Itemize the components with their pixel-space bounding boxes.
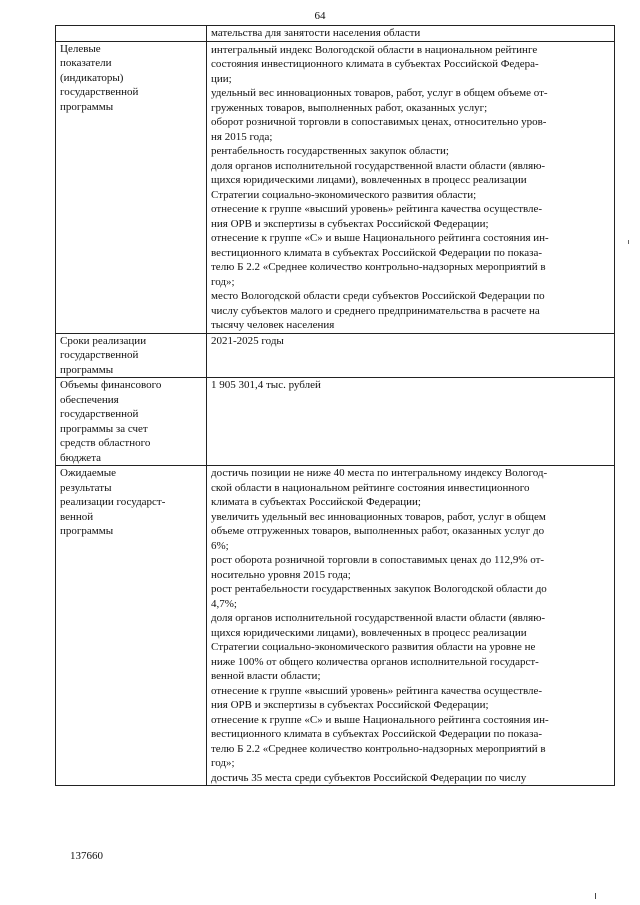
text-line: числу субъектов малого и среднего предпринимательства в расчете на — [211, 304, 540, 317]
value-cell — [207, 466, 615, 786]
label-line: результаты — [60, 481, 112, 494]
value-cell — [207, 41, 615, 333]
text-line: ции; — [211, 72, 232, 85]
label-line: государственной — [60, 86, 139, 98]
text-line: телю Б 2.2 «Среднее количество контрольно-надзорных мероприятий в — [211, 261, 546, 273]
text-line: отнесение к группе «С» и выше Национального рейтинга состояния ин- — [211, 713, 549, 726]
text-line: объеме отгруженных товаров, выполненных работ, оказанных услуг до — [211, 525, 545, 537]
text-line: щихся юридическими лицами), вовлеченных в процесс реализации — [211, 174, 527, 186]
text-line: год»; — [211, 275, 235, 288]
text-line: интегральный индекс Вологодской области в национальном рейтинге — [211, 43, 538, 56]
label-cell — [56, 333, 207, 378]
label-line: показатели — [60, 57, 112, 69]
text-line: телю Б 2.2 «Среднее количество контрольно-надзорных мероприятий в — [211, 742, 546, 755]
text-line: ния ОРВ и экспертизы в субъектах Российской Федерации; — [211, 699, 489, 711]
text-line: отнесение к группе «С» и выше Национального рейтинга состояния ин- — [211, 232, 549, 244]
label-cell-empty — [56, 26, 207, 42]
text-line: ниже 100% от общего количества органов исполнительной государст- — [211, 655, 539, 668]
label-line: программы — [60, 363, 114, 376]
text-line: тысячу человек населения — [211, 319, 335, 331]
label-line: Объемы финансового — [60, 379, 162, 391]
text-line: состояния инвестиционного климата в субъектах Российской Федера- — [211, 58, 539, 70]
label-line: государственной — [60, 349, 139, 361]
text-line: достичь 35 места среди субъектов Российской Федерации по числу — [211, 771, 527, 784]
label-line: венной — [60, 510, 94, 523]
label-cell — [56, 41, 207, 333]
value-cell — [207, 333, 615, 378]
label-line: программы за счет — [60, 422, 148, 435]
label-line: Сроки реализации — [60, 334, 147, 347]
text-line: рост рентабельности государственных закупок Вологодской области до — [211, 583, 547, 595]
text-line: вестиционного климата в субъектах Российской Федерации по показа- — [211, 728, 543, 740]
text-line: вестиционного климата в субъектах Российской Федерации по показа- — [211, 246, 543, 259]
label-line: бюджета — [60, 451, 102, 464]
text-line: 2021-2025 годы — [211, 334, 284, 347]
text-line: рентабельность государственных закупок области; — [211, 145, 449, 157]
text-line: ской области в национальном рейтинге состояния инвестиционного — [211, 481, 530, 494]
text-line: год»; — [211, 757, 235, 769]
value-cell — [207, 26, 615, 42]
text-line: место Вологодской области среди субъектов Российской Федерации по — [211, 290, 545, 302]
text-line: щихся юридическими лицами), вовлеченных в процесс реализации — [211, 626, 527, 639]
text-line: увеличить удельный вес инновационных товаров, работ, услуг в общем — [211, 510, 546, 523]
text-line: груженных товаров, выполненных работ, оказанных услуг; — [211, 101, 488, 114]
page-number: 64 — [314, 10, 326, 22]
text-line: удельный вес инновационных товаров, работ, услуг в общем объеме от- — [211, 87, 548, 99]
table-row-continuation — [56, 26, 615, 42]
label-line: программы — [60, 100, 114, 113]
text-line: ния ОРВ и экспертизы в субъектах Российской Федерации; — [211, 217, 489, 230]
text-line: 4,7%; — [211, 597, 237, 610]
scan-mark — [628, 240, 629, 244]
table-row-implementation-terms — [56, 333, 615, 378]
table-row-funding — [56, 378, 615, 466]
label-line: государственной — [60, 408, 139, 420]
table-row-expected-results — [56, 466, 615, 786]
text-line: 6%; — [211, 539, 229, 552]
text-line: 1 905 301,4 тыс. рублей — [211, 379, 321, 391]
text-line: мательства для занятости населения области — [211, 27, 421, 39]
text-line: отнесение к группе «высший уровень» рейтинга качества осуществле- — [211, 684, 543, 697]
program-passport-table — [55, 25, 615, 786]
table-row-target-indicators — [56, 41, 615, 333]
label-cell — [56, 466, 207, 786]
label-line: обеспечения — [60, 393, 119, 406]
text-line: отнесение к группе «высший уровень» рейтинга качества осуществле- — [211, 203, 543, 215]
text-line: достичь позиции не ниже 40 места по интегральному индексу Вологод- — [211, 467, 548, 479]
label-line: Целевые — [60, 42, 101, 55]
text-line: доля органов исполнительной государственной власти области (являю- — [211, 159, 546, 172]
text-line: ня 2015 года; — [211, 130, 273, 143]
label-cell — [56, 378, 207, 466]
text-line: рост оборота розничной торговли в сопоставимых ценах до 112,9% от- — [211, 554, 545, 566]
text-line: Стратегии социально-экономического развития области; — [211, 188, 477, 201]
label-line: реализации государст- — [60, 496, 166, 508]
label-line: Ожидаемые — [60, 467, 117, 479]
label-line: средств областного — [60, 437, 151, 449]
scan-mark — [595, 893, 596, 899]
text-line: носительно уровня 2015 года; — [211, 568, 351, 581]
text-line: оборот розничной торговли в сопоставимых ценах, относительно уров- — [211, 116, 547, 128]
value-cell — [207, 378, 615, 466]
document-code: 137660 — [70, 850, 103, 862]
text-line: климата в субъектах Российской Федерации; — [211, 496, 421, 508]
label-line: (индикаторы) — [60, 71, 124, 84]
label-line: программы — [60, 525, 114, 537]
text-line: Стратегии социально-экономического развития области на уровне не — [211, 641, 536, 653]
text-line: доля органов исполнительной государственной власти области (являю- — [211, 612, 546, 624]
text-line: венной власти области; — [211, 670, 321, 682]
